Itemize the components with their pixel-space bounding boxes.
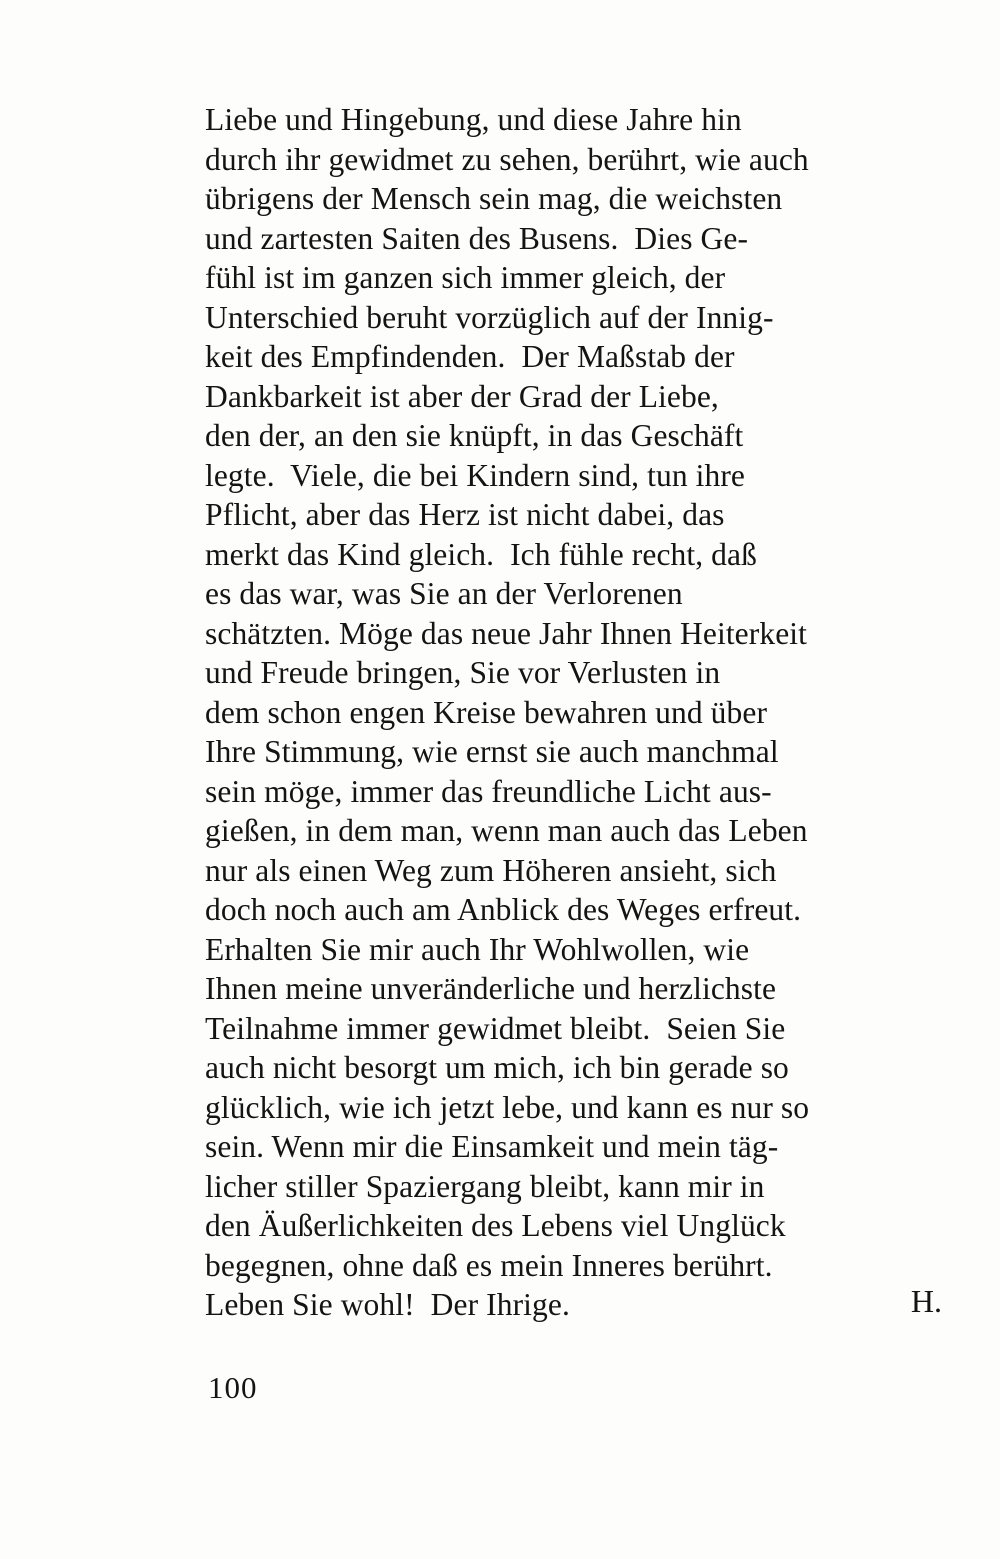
text-line: übrigens der Mensch sein mag, die weichsten	[205, 181, 783, 216]
text-line: doch noch auch am Anblick des Weges erfreut.	[205, 892, 802, 927]
text-line: Leben Sie wohl! Der Ihrige.	[205, 1287, 570, 1322]
page-number: 100	[208, 1370, 258, 1405]
signature: H.	[910, 1283, 942, 1319]
text-line: es das war, was Sie an der Verlorenen	[205, 576, 683, 611]
text-line: Dankbarkeit ist aber der Grad der Liebe,	[205, 378, 719, 414]
text-line: Pflicht, aber das Herz ist nicht dabei, das	[205, 497, 725, 532]
text-line: den Äußerlichkeiten des Lebens viel Unglück	[205, 1208, 786, 1243]
text-line: und Freude bringen, Sie vor Verlusten in	[205, 655, 721, 690]
text-line: Unterschied beruht vorzüglich auf der Innig-	[205, 299, 774, 335]
text-line: schätzten. Möge das neue Jahr Ihnen Heiterkeit	[205, 615, 807, 651]
text-line: keit des Empfindenden. Der Maßstab der	[205, 339, 735, 374]
text-line: durch ihr gewidmet zu sehen, berührt, wie auch	[205, 141, 809, 177]
text-line: gießen, in dem man, wenn man auch das Leben	[205, 813, 808, 848]
text-line: glücklich, wie ich jetzt lebe, und kann es nur so	[205, 1089, 810, 1125]
text-line: licher stiller Spaziergang bleibt, kann mir in	[205, 1168, 765, 1204]
text-line: dem schon engen Kreise bewahren und über	[205, 694, 768, 730]
text-line: fühl ist im ganzen sich immer gleich, der	[205, 260, 726, 295]
text-line: merkt das Kind gleich. Ich fühle recht, daß	[205, 536, 757, 572]
text-line: legte. Viele, die bei Kindern sind, tun ihre	[205, 457, 746, 493]
text-line: sein. Wenn mir die Einsamkeit und mein täg-	[205, 1129, 779, 1164]
text-line: nur als einen Weg zum Höheren ansieht, sich	[205, 852, 777, 888]
text-line: den der, an den sie knüpft, in das Geschäft	[205, 418, 744, 453]
text-line: auch nicht besorgt um mich, ich bin gerade so	[205, 1050, 789, 1085]
text-line: und zartesten Saiten des Busens. Dies Ge-	[205, 220, 749, 256]
text-line: Erhalten Sie mir auch Ihr Wohlwollen, wie	[205, 931, 750, 967]
text-line: begegnen, ohne daß es mein Inneres berührt.	[205, 1247, 773, 1283]
body-text	[205, 100, 945, 1325]
text-line: Ihre Stimmung, wie ernst sie auch manchmal	[205, 734, 779, 769]
text-line: Liebe und Hingebung, und diese Jahre hin	[205, 102, 742, 137]
text-line: Ihnen meine unveränderliche und herzlichste	[205, 971, 777, 1006]
text-line: sein möge, immer das freundliche Licht aus-	[205, 773, 772, 809]
text-line: Teilnahme immer gewidmet bleibt. Seien Sie	[205, 1010, 786, 1046]
